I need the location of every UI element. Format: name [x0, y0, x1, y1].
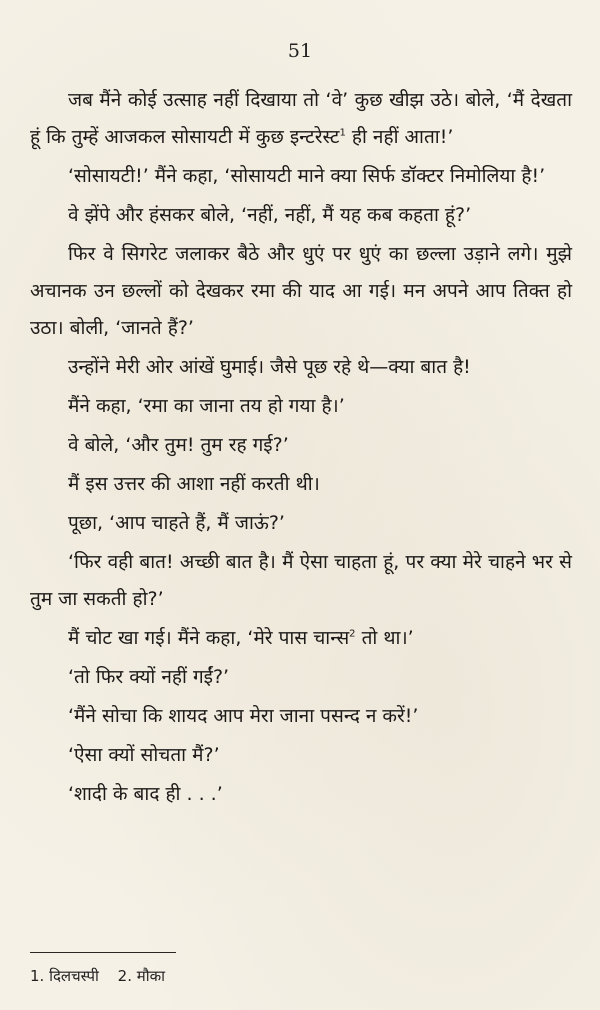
paragraph-1: जब मैंने कोई उत्साह नहीं दिखाया तो ‘वे’ कुछ खीझ उठे। बोले, ‘मैं देखता हूं कि तुम्हें आजकल सोसायटी में कुछ इन्टरेस्ट$^1$ ही नहीं आता!’ [30, 89, 572, 148]
paragraph-5: उन्होंने मेरी ओर आंखें घुमाई। जैसे पूछ रहे थे—क्या बात है! [68, 356, 471, 378]
paragraph-3: वे झेंपे और हंसकर बोले, ‘नहीं, नहीं, मैं यह कब कहता हूं?’ [68, 204, 472, 226]
paragraph-6: मैंने कहा, ‘रमा का जाना तय हो गया है।’ [68, 395, 345, 417]
paragraph-15: ‘शादी के बाद ही . . .’ [68, 783, 223, 805]
footnote-1: 1. दिलचस्पी [30, 967, 99, 985]
paragraph-9: पूछा, ‘आप चाहते हैं, मैं जाऊं?’ [68, 512, 285, 534]
paragraph-2: ‘सोसायटी!’ मैंने कहा, ‘सोसायटी माने क्या सिर्फ डॉक्टर निमोलिया है!’ [68, 165, 546, 187]
page-number: 51 [287, 40, 313, 62]
paragraph-12: ‘तो फिर क्यों नहीं गईं?’ [68, 666, 230, 688]
footnote-divider [30, 952, 176, 953]
footnote-2: 2. मौका [117, 967, 165, 985]
paragraph-11: मैं चोट खा गई। मैंने कहा, ‘मेरे पास चान्स$^2$ तो था।’ [68, 627, 414, 649]
body-text [30, 82, 572, 815]
paragraph-7: वे बोले, ‘और तुम! तुम रह गई?’ [68, 434, 289, 456]
footnotes [30, 966, 179, 986]
footnote-ref-1: 1 [339, 127, 346, 139]
paragraph-8: मैं इस उत्तर की आशा नहीं करती थी। [68, 473, 320, 495]
footnote-ref-2: 2 [349, 628, 356, 640]
paragraph-4: फिर वे सिगरेट जलाकर बैठे और धुएं पर धुएं का छल्ला उड़ाने लगे। मुझे अचानक उन छल्लों को देखकर रमा की याद आ गई। मन अपने आप तिक्त हो उठा। बोली, ‘जानते हैं?’ [30, 243, 572, 339]
paragraph-14: ‘ऐसा क्यों सोचता मैं?’ [68, 744, 220, 766]
paragraph-13: ‘मैंने सोचा कि शायद आप मेरा जाना पसन्द न करें!’ [68, 705, 419, 727]
paragraph-10: ‘फिर वही बात! अच्छी बात है। मैं ऐसा चाहता हूं, पर क्या मेरे चाहने भर से तुम जा सकती हो?’ [30, 551, 572, 610]
